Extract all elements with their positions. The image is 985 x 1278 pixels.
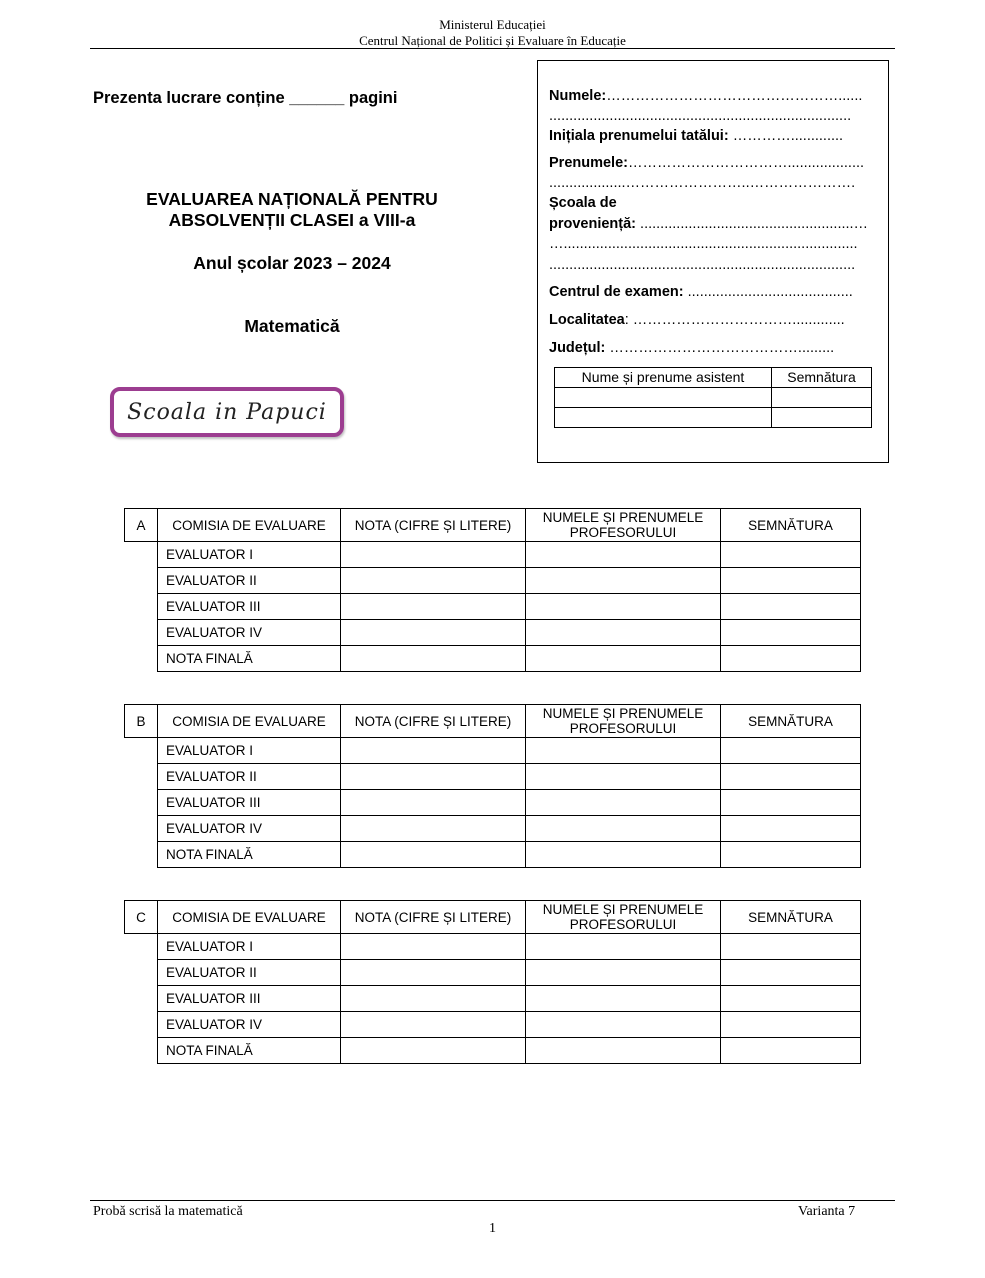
father-initial-label: Inițiala prenumelui tatălui: — [549, 128, 729, 144]
signature-cell[interactable] — [721, 1038, 861, 1064]
teacher-cell[interactable] — [526, 790, 721, 816]
grade-cell[interactable] — [341, 986, 526, 1012]
pages-count-line: Prezenta lucrare conține ______ pagini — [93, 89, 398, 107]
county-field[interactable] — [549, 340, 879, 357]
first-name-dots: ……………………………................... — [627, 155, 865, 171]
signature-cell[interactable] — [721, 620, 861, 646]
footer-exam-name: Probă scrisă la matematică — [93, 1204, 243, 1219]
assistant-table — [554, 367, 872, 428]
school-year: Anul școlar 2023 – 2024 — [193, 253, 391, 273]
teacher-cell[interactable] — [526, 960, 721, 986]
teacher-header: NUMELE ȘI PRENUMELE PROFESORULUI — [526, 509, 721, 542]
assistant-name-header: Nume și prenume asistent — [555, 368, 772, 388]
father-initial-dots: …………............. — [728, 128, 844, 144]
assistant-signature-cell[interactable] — [772, 408, 872, 428]
header-rule — [90, 48, 895, 49]
signature-header: SEMNĂTURA — [721, 509, 861, 542]
locality-dots: : ……………………………............. — [624, 312, 845, 328]
first-name-label: Prenumele: — [549, 155, 628, 171]
grade-cell[interactable] — [341, 960, 526, 986]
evaluator-row-label: EVALUATOR III — [158, 986, 341, 1012]
footer-rule — [90, 1200, 895, 1201]
evaluator-row-label: EVALUATOR IV — [158, 1012, 341, 1038]
logo — [110, 387, 344, 437]
evaluator-row-label: EVALUATOR I — [158, 934, 341, 960]
signature-cell[interactable] — [721, 542, 861, 568]
signature-cell[interactable] — [721, 986, 861, 1012]
evaluator-row-label: EVALUATOR III — [158, 790, 341, 816]
teacher-cell[interactable] — [526, 1012, 721, 1038]
evaluator-row-label: EVALUATOR II — [158, 764, 341, 790]
subject-title: Matematică — [244, 316, 340, 336]
exam-title-line2: ABSOLVENȚII CLASEI a VIII-a — [168, 210, 416, 230]
school-label: proveniență: — [549, 216, 637, 232]
eval-table-b — [124, 704, 861, 868]
teacher-cell[interactable] — [526, 620, 721, 646]
first-name-field[interactable] — [549, 155, 879, 172]
teacher-header: NUMELE ȘI PRENUMELE PROFESORULUI — [526, 705, 721, 738]
evaluator-row-label: EVALUATOR II — [158, 960, 341, 986]
teacher-cell[interactable] — [526, 738, 721, 764]
evaluator-row-label: EVALUATOR III — [158, 594, 341, 620]
name-dots: …………………………………………...... — [606, 88, 863, 104]
center-name: Centrul Național de Politici și Evaluare în Educație — [359, 33, 626, 48]
final-grade-label: NOTA FINALĂ — [158, 842, 341, 868]
grade-cell[interactable] — [341, 1012, 526, 1038]
signature-cell[interactable] — [721, 568, 861, 594]
school-label-line1: Școala de — [549, 195, 617, 211]
signature-cell[interactable] — [721, 960, 861, 986]
exam-center-label: Centrul de examen: — [549, 284, 684, 300]
teacher-cell[interactable] — [526, 568, 721, 594]
signature-cell[interactable] — [721, 764, 861, 790]
teacher-cell[interactable] — [526, 542, 721, 568]
signature-cell[interactable] — [721, 1012, 861, 1038]
page-number: 1 — [489, 1221, 496, 1236]
teacher-cell[interactable] — [526, 594, 721, 620]
assistant-signature-cell[interactable] — [772, 388, 872, 408]
signature-cell[interactable] — [721, 646, 861, 672]
assistant-name-cell[interactable] — [555, 388, 772, 408]
locality-label: Localitatea — [549, 312, 625, 328]
school-field-line3[interactable]: ............................................................................ — [549, 257, 856, 273]
signature-cell[interactable] — [721, 790, 861, 816]
grade-cell[interactable] — [341, 594, 526, 620]
signature-cell[interactable] — [721, 816, 861, 842]
commission-header: COMISIA DE EVALUARE — [158, 509, 341, 542]
teacher-cell[interactable] — [526, 934, 721, 960]
grade-cell[interactable] — [341, 646, 526, 672]
final-grade-label: NOTA FINALĂ — [158, 646, 341, 672]
section-letter: B — [125, 705, 158, 738]
assistant-name-cell[interactable] — [555, 408, 772, 428]
eval-table-c — [124, 900, 861, 1064]
signature-header: SEMNĂTURA — [721, 901, 861, 934]
teacher-cell[interactable] — [526, 986, 721, 1012]
school-field-line2[interactable]: …......................................................................... — [549, 236, 858, 252]
grade-cell[interactable] — [341, 790, 526, 816]
locality-field[interactable] — [549, 312, 879, 329]
grade-cell[interactable] — [341, 764, 526, 790]
eval-table-a — [124, 508, 861, 672]
exam-center-dots: ......................................... — [683, 284, 853, 300]
teacher-cell[interactable] — [526, 842, 721, 868]
signature-cell[interactable] — [721, 842, 861, 868]
assistant-signature-header: Semnătura — [772, 368, 872, 388]
teacher-cell[interactable] — [526, 646, 721, 672]
first-name-field-line2[interactable]: ...................……………………..…………………. — [549, 175, 856, 191]
signature-cell[interactable] — [721, 594, 861, 620]
grade-cell[interactable] — [341, 542, 526, 568]
evaluator-row-label: EVALUATOR II — [158, 568, 341, 594]
ministry-name: Ministerul Educației — [439, 17, 546, 32]
county-dots: …………………………………......... — [605, 340, 835, 356]
evaluator-row-label: EVALUATOR I — [158, 542, 341, 568]
school-dots: .....................................................… — [636, 216, 869, 232]
commission-header: COMISIA DE EVALUARE — [158, 901, 341, 934]
grade-header: NOTA (CIFRE ȘI LITERE) — [341, 901, 526, 934]
section-letter: C — [125, 901, 158, 934]
evaluator-row-label: EVALUATOR IV — [158, 620, 341, 646]
student-info-box — [537, 60, 889, 463]
final-grade-label: NOTA FINALĂ — [158, 1038, 341, 1064]
grade-cell[interactable] — [341, 816, 526, 842]
school-field[interactable] — [549, 216, 879, 233]
grade-cell[interactable] — [341, 738, 526, 764]
evaluator-row-label: EVALUATOR I — [158, 738, 341, 764]
grade-header: NOTA (CIFRE ȘI LITERE) — [341, 705, 526, 738]
grade-cell[interactable] — [341, 620, 526, 646]
section-letter: A — [125, 509, 158, 542]
teacher-header: NUMELE ȘI PRENUMELE PROFESORULUI — [526, 901, 721, 934]
logo-text: Scoala in Papuci — [127, 399, 327, 425]
commission-header: COMISIA DE EVALUARE — [158, 705, 341, 738]
grade-cell[interactable] — [341, 1038, 526, 1064]
name-label: Numele: — [549, 88, 607, 104]
signature-header: SEMNĂTURA — [721, 705, 861, 738]
father-initial-field[interactable] — [549, 128, 879, 145]
name-field[interactable] — [549, 88, 879, 105]
grade-cell[interactable] — [341, 568, 526, 594]
exam-center-field[interactable] — [549, 284, 879, 301]
grade-cell[interactable] — [341, 934, 526, 960]
signature-cell[interactable] — [721, 934, 861, 960]
teacher-cell[interactable] — [526, 764, 721, 790]
teacher-cell[interactable] — [526, 1038, 721, 1064]
name-field-line2[interactable]: ........................................................................... — [549, 108, 852, 124]
grade-cell[interactable] — [341, 842, 526, 868]
county-label: Județul: — [549, 340, 606, 356]
signature-cell[interactable] — [721, 738, 861, 764]
exam-title-line1: EVALUAREA NAȚIONALĂ PENTRU — [146, 189, 438, 209]
footer-variant: Varianta 7 — [798, 1204, 856, 1219]
evaluator-row-label: EVALUATOR IV — [158, 816, 341, 842]
teacher-cell[interactable] — [526, 816, 721, 842]
grade-header: NOTA (CIFRE ȘI LITERE) — [341, 509, 526, 542]
